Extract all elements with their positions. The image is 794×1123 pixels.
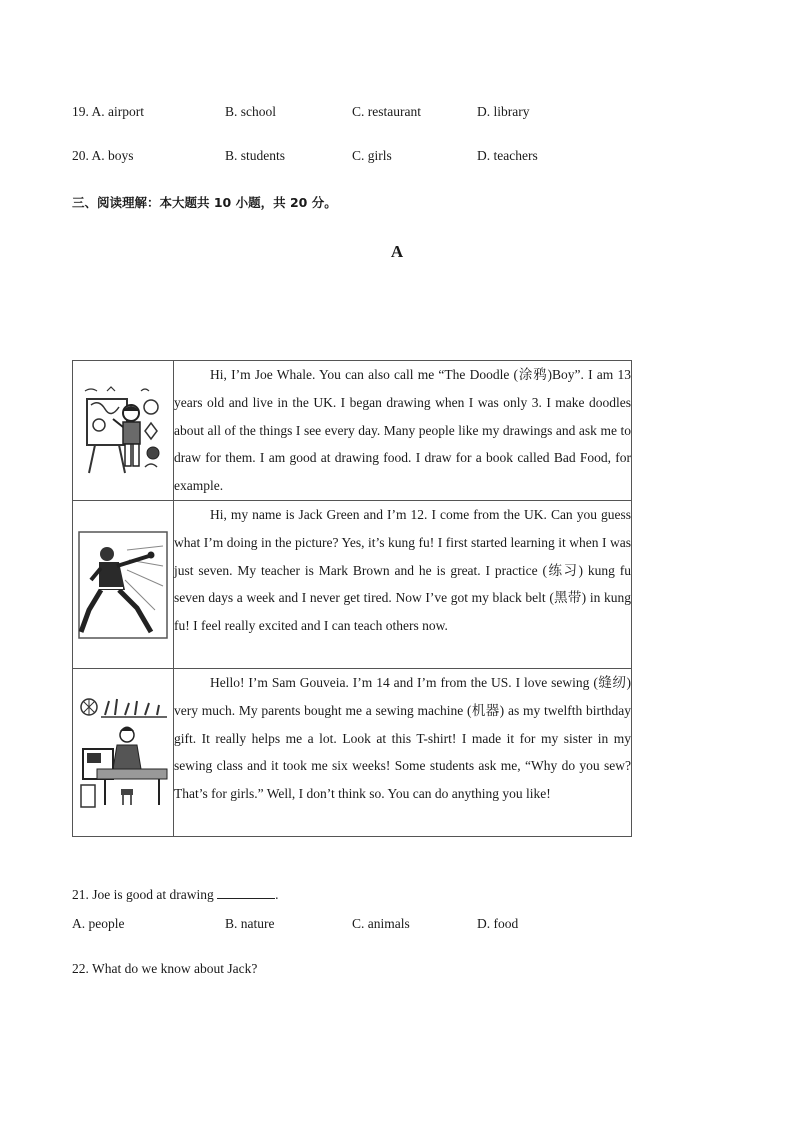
q21-option-a: A. people [72,916,125,931]
q20-option-c: C. girls [352,148,392,163]
reading-table [72,360,632,837]
q19-option-c: C. restaurant [352,104,421,119]
passage-text: Hello! I’m Sam Gouveia. I’m 14 and I’m from the US. I love sewing (缝纫) very much. My parents bought me a sewing machine (机器) as my twelfth birthday gift. It really helps me a lot. Look at this T-shirt! I made it for my sister in my sewing class and it took me six weeks! Some students ask me, “Why do you sew? That’s for girls.” Well, I don’t think so. You can do anything you like! [174,675,631,802]
question-20-options [0,148,794,168]
passage-text-cell [174,501,632,669]
passage-text: Hi, my name is Jack Green and I’m 12. I come from the UK. Can you guess what I’m doing in the picture? Yes, it’s kung fu! I first started learning it when I was just seven. My teacher is Mark Brown and he is great. I practice (练习) kung fu seven days a week and I never get tired. Now I’ve got my black belt (黑带) in kung fu! I feel really excited and I can teach others now. [174,507,631,634]
answer-blank [217,885,275,899]
q19-option-d: D. library [477,104,530,119]
passage-title: A [390,242,404,261]
passage-text: Hi, I’m Joe Whale. You can also call me “The Doodle (涂鸦)Boy”. I am 13 years old and live in the UK. I began drawing when I was only 3. I make doodles about all of the things I see every day. Many people like my drawings and ask me to draw for them. I am good at drawing food. I draw for a book called Bad Food, for example. [174,367,631,494]
sewing-illustration [77,693,169,813]
q19-option-a: 19. A. airport [72,104,144,119]
q20-option-d: D. teachers [477,148,538,163]
question-21-options [0,916,794,936]
passage-image-cell [73,501,174,669]
passage-image-cell [73,669,174,837]
passage-row [73,501,632,669]
kung-fu-illustration [77,530,169,640]
q20-option-b: B. students [225,148,286,163]
q21-option-c: C. animals [352,916,410,931]
question-22-stem: 22. What do we know about Jack? [72,961,258,976]
doodle-boy-illustration [81,385,165,477]
passage-row [73,361,632,501]
passage-row [73,669,632,837]
section-heading: 三、阅读理解：本大题共 10 小题，共 20 分。 [72,195,337,210]
question-19-options [0,104,794,124]
passage-text-cell [174,669,632,837]
q21-option-d: D. food [477,916,519,931]
q20-option-a: 20. A. boys [72,148,134,163]
q19-option-b: B. school [225,104,277,119]
passage-image-cell [73,361,174,501]
passage-text-cell [174,361,632,501]
q21-stem-text: 21. Joe is good at drawing [72,887,218,902]
q21-option-b: B. nature [225,916,275,931]
question-21-stem: 21. Joe is good at drawing . [72,887,279,902]
